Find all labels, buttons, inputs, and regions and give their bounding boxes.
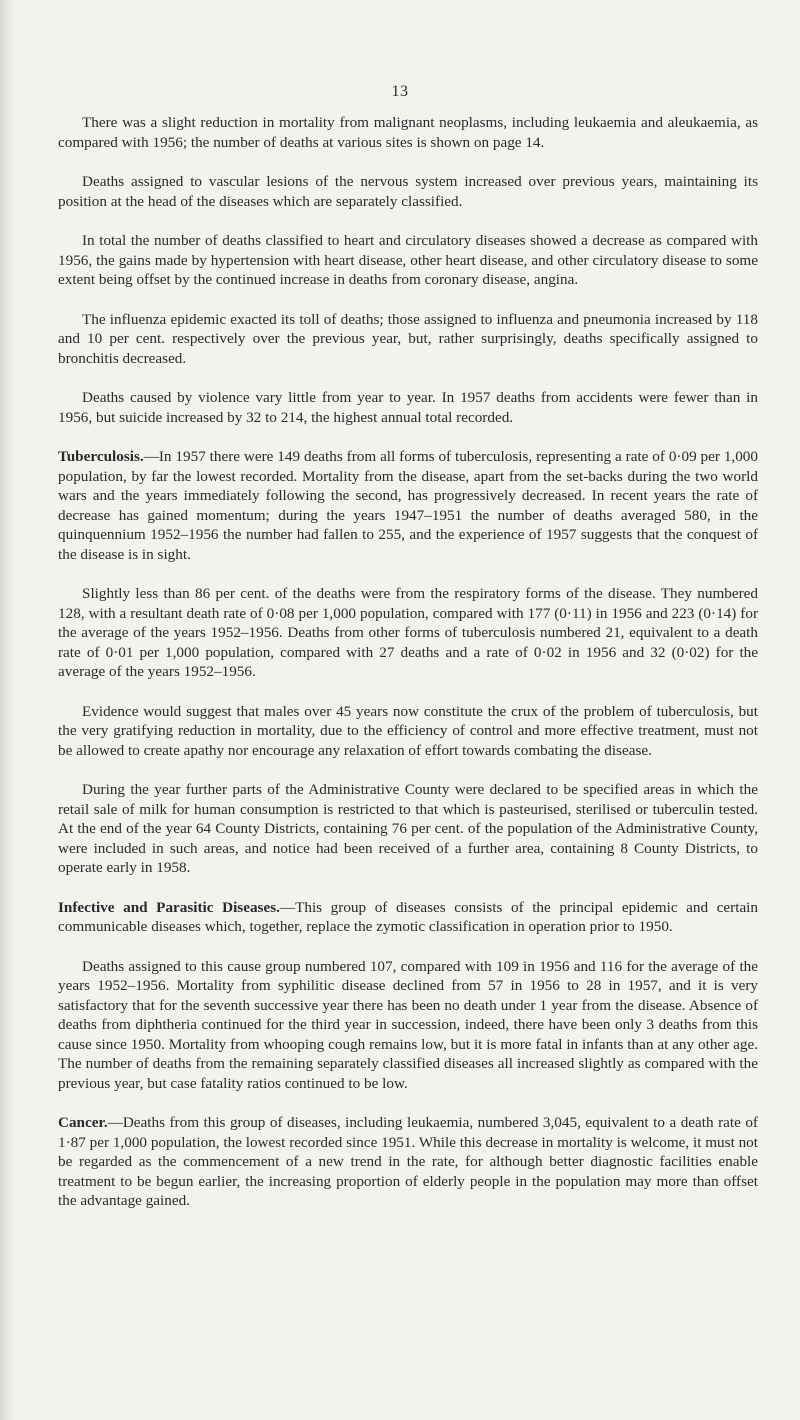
paragraph-violence — [58, 388, 758, 427]
paragraph-respiratory-forms — [58, 584, 758, 682]
section-heading-tuberculosis: Tuberculosis. — [58, 448, 144, 465]
paragraph-cause-group-deaths — [58, 957, 758, 1094]
paragraph-males-over-45 — [58, 702, 758, 761]
paragraph-text: —Deaths from this group of diseases, including leukaemia, numbered 3,045, equivalent to a death rate of 1·87 per 1,000 population, the lowest recorded since 1951. While this decrease in mortality is welcome, it must not be regarded as the commencement of a new trend in the rate, for although better diagnostic facilities enable treatment to be begun earlier, the increasing proportion of elderly people in the population may more than offset the advantage gained. — [58, 1114, 758, 1209]
paragraph-neoplasms — [58, 113, 758, 152]
paragraph-text: Deaths assigned to vascular lesions of the nervous system increased over previous years, maintaining its position at the head of the diseases which are separately classified. — [58, 173, 758, 210]
paragraph-text: The influenza epidemic exacted its toll of deaths; those assigned to influenza and pneumonia increased by 118 and 10 per cent. respectively over the previous year, but, rather surprisingly, deaths specifically assigned to bronchitis decreased. — [58, 310, 758, 367]
paragraph-text: During the year further parts of the Administrative County were declared to be specified areas in which the retail sale of milk for human consumption is restricted to that which is pasteurised, sterilised or tuberculin tested. At the end of the year 64 County Districts, containing 76 per cent. of the population of the Administrative County, were included in such areas, and notice had been received of a further area, containing 8 County Districts, to operate early in 1958. — [58, 781, 758, 876]
paragraph-text: —This group of diseases consists of the principal epidemic and certain communicable diseases which, together, replace the zymotic classification in operation prior to 1950. — [58, 898, 758, 935]
paragraph-infective-parasitic — [58, 898, 758, 937]
paragraph-vascular-lesions — [58, 172, 758, 211]
paragraph-cancer — [58, 1113, 758, 1211]
page-number: 13 — [391, 83, 409, 100]
paragraph-text: In total the number of deaths classified to heart and circulatory diseases showed a decrease as compared with 1956, the gains made by hypertension with heart disease, other heart disease, and other circulatory disease to some extent being offset by the continued increase in deaths from coronary disease, angina. — [58, 232, 758, 288]
section-heading-infective-parasitic: Infective and Parasitic Diseases. — [58, 898, 280, 916]
paragraph-text: There was a slight reduction in mortality from malignant neoplasms, including leukaemia and aleukaemia, as compared with 1956; the number of deaths at various sites is shown on page 14. — [58, 114, 758, 151]
paragraph-milk-specified-areas — [58, 780, 758, 878]
paragraph-text: Deaths assigned to this cause group numbered 107, compared with 109 in 1956 and 116 for the average of the years 1952–1956. Mortality from syphilitic disease declined from 57 in 1956 to 28 in 1957, and it is very satisfactory that for the seventh successive year there has been no death under 1 year from the disease. Absence of deaths from diphtheria continued for the third year in succession, indeed, there have been only 3 deaths from this cause since 1950. Mortality from whooping cough remains low, but it is more fatal in infants than at any other age. The number of deaths from the remaining separately classified diseases all increased slightly as compared with the previous year, but case fatality ratios continued to be low. — [58, 957, 758, 1092]
paragraph-text: Evidence would suggest that males over 45 years now constitute the crux of the problem of tuberculosis, but the very gratifying reduction in mortality, due to the efficiency of control and more effective treatment, must not be allowed to create apathy nor encourage any relaxation of effort towards combating the disease. — [58, 702, 758, 759]
paragraph-tuberculosis — [58, 447, 758, 564]
section-heading-cancer: Cancer. — [58, 1114, 108, 1131]
document-body — [58, 113, 758, 1231]
paragraph-heart-circulatory — [58, 231, 758, 290]
page-edge-shadow — [0, 0, 14, 1420]
paragraph-text: Slightly less than 86 per cent. of the deaths were from the respiratory forms of the disease. They numbered 128, with a resultant death rate of 0·08 per 1,000 population, compared with 177 (0·11) in 1956 and 223 (0·14) for the average of the years 1952–1956. Deaths from other forms of tuberculosis numbered 21, equivalent to a death rate of 0·01 per 1,000 population, compared with 27 deaths and a rate of 0·02 in 1956 and 32 (0·02) for the average of the years 1952–1956. — [58, 585, 758, 680]
paragraph-text: Deaths caused by violence vary little from year to year. In 1957 deaths from accidents were fewer than in 1956, but suicide increased by 32 to 214, the highest annual total recorded. — [58, 389, 758, 426]
paragraph-text: —In 1957 there were 149 deaths from all forms of tuberculosis, representing a rate of 0·09 per 1,000 population, by far the lowest recorded. Mortality from the disease, apart from the set-backs during the two world wars and the years immediately following the second, has progressively decreased. In recent years the rate of decrease has gained momentum; during the years 1947–1951 the number of deaths averaged 580, in the quinquennium 1952–1956 the number had fallen to 255, and the experience of 1957 suggests that the conquest of the disease is in sight. — [58, 448, 758, 563]
paragraph-influenza — [58, 310, 758, 369]
